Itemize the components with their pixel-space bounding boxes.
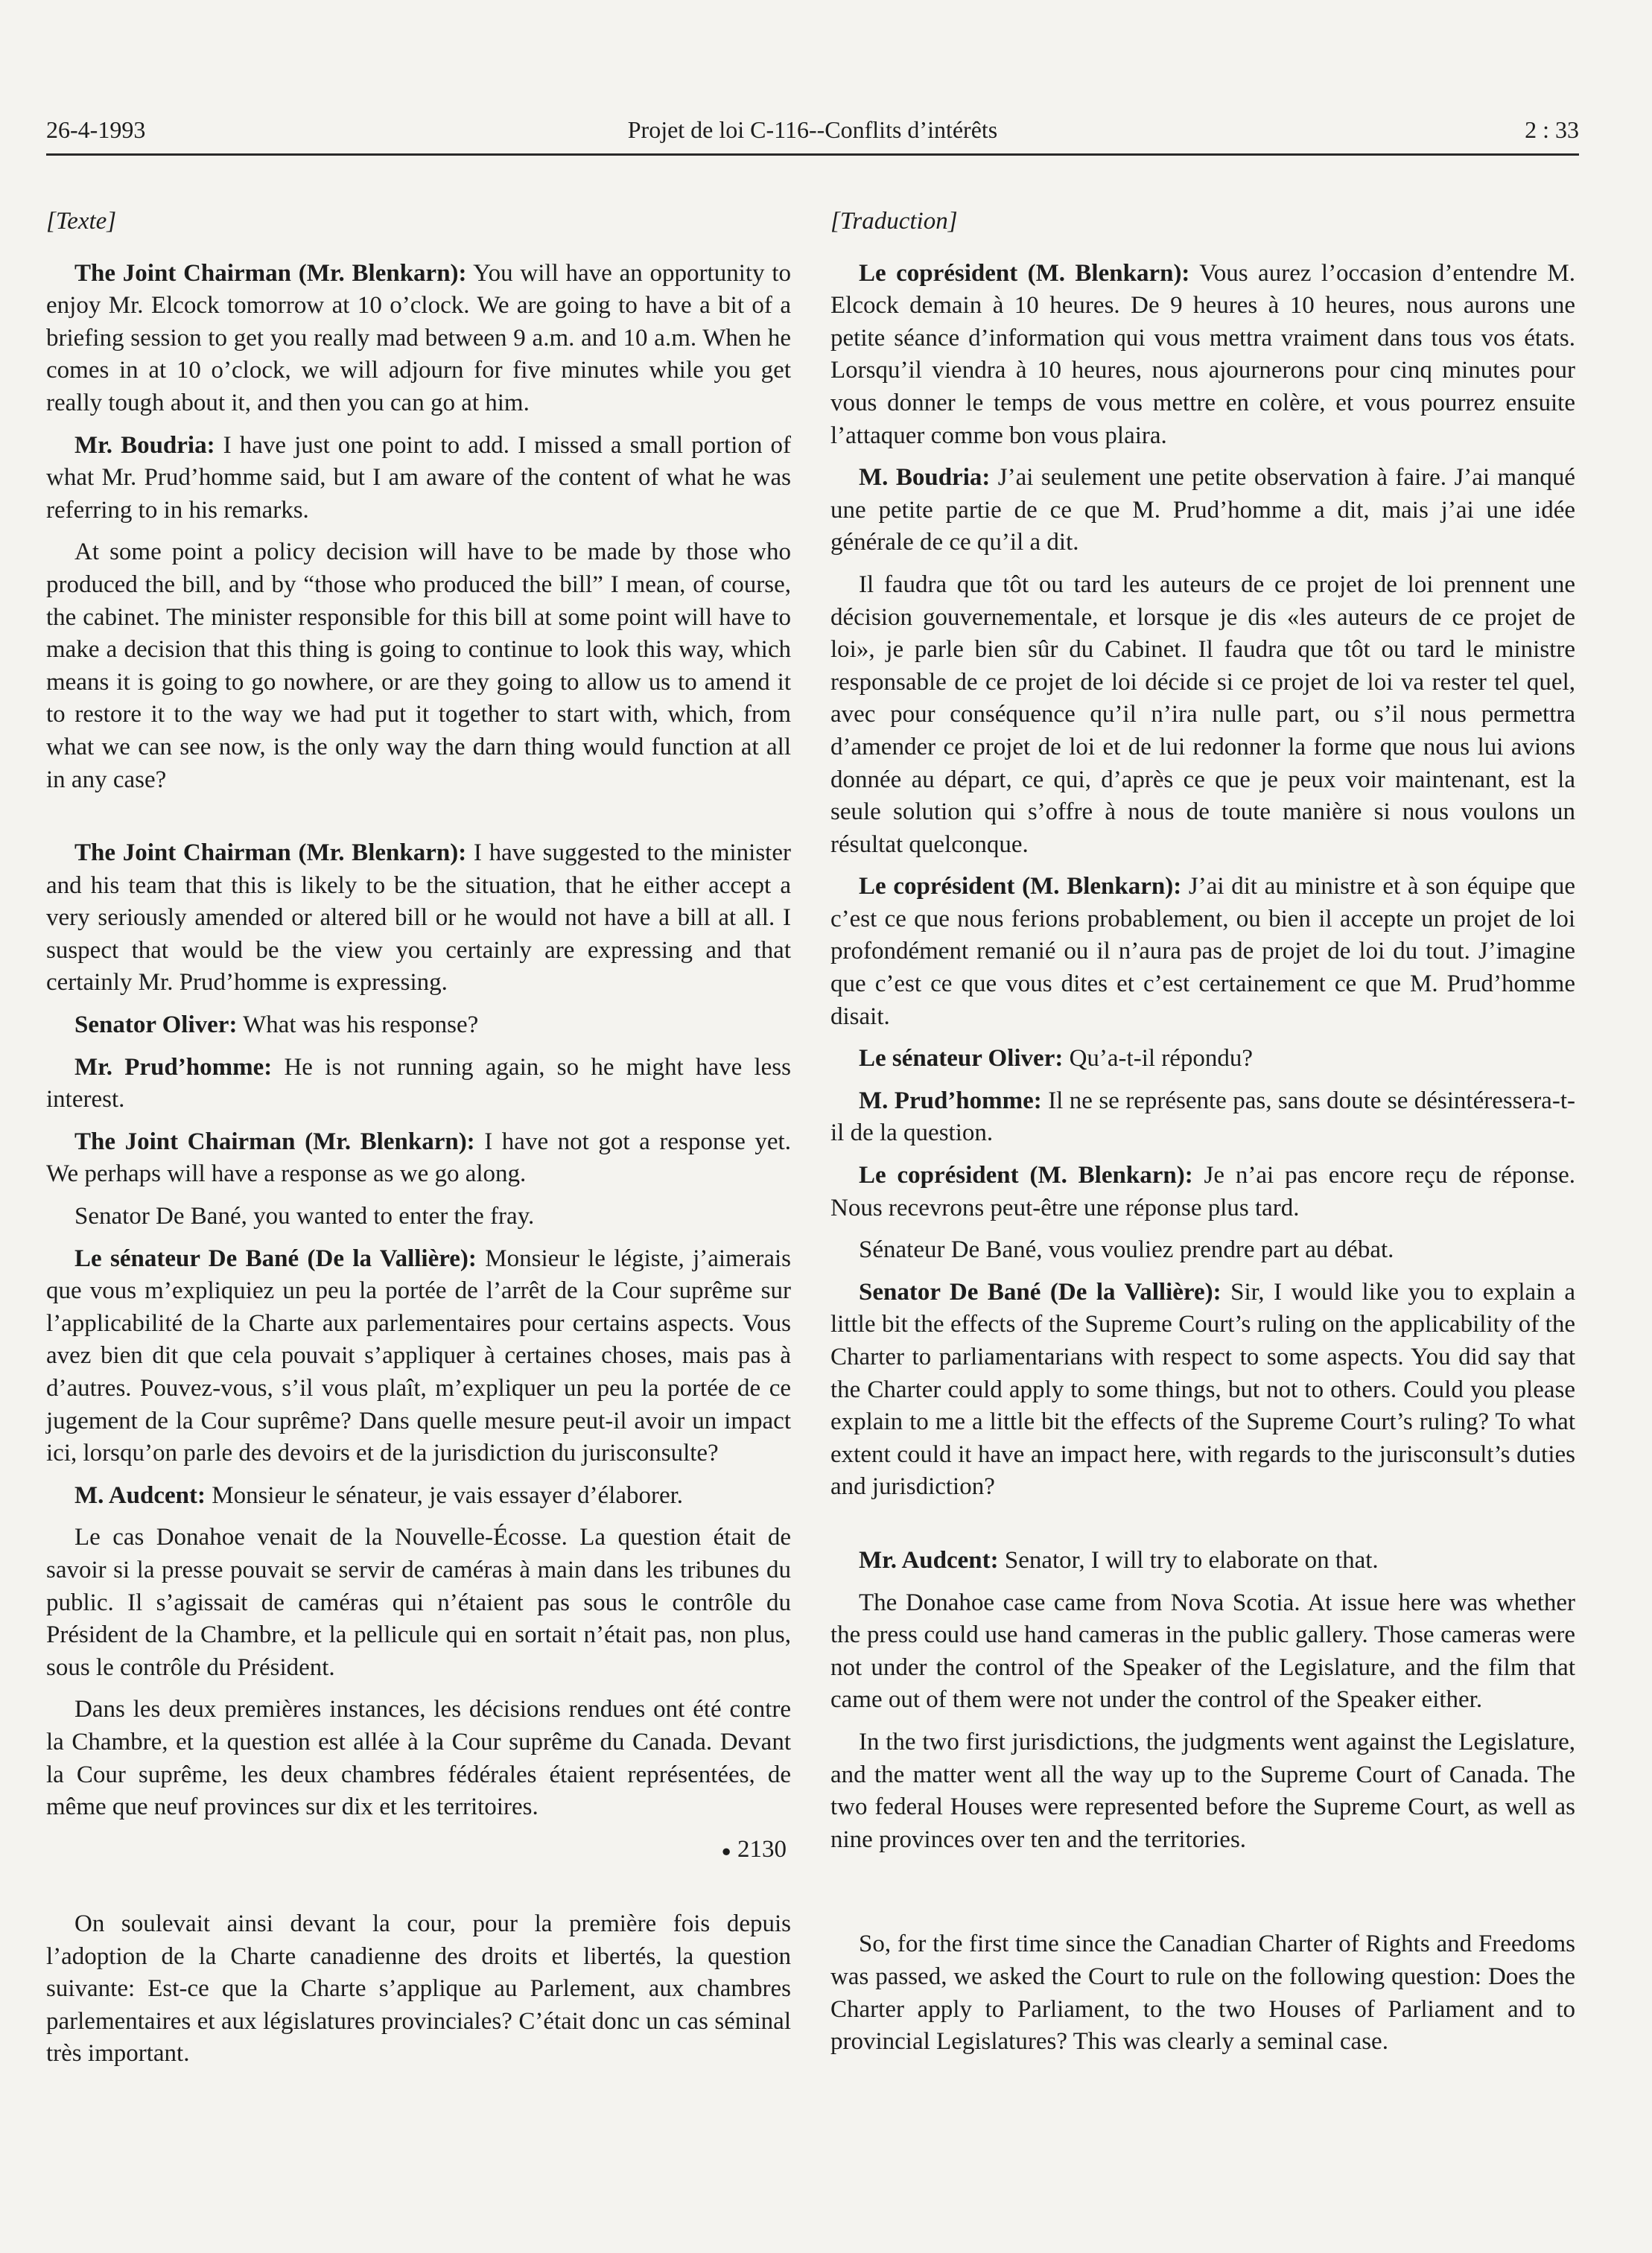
column-tag-texte: [Texte] [46, 208, 117, 235]
speech-text: I have suggested to the minister and his team that this is likely to be the situation, that he either accept a very seriously amended or altered bill or he would not have a bill at all. I suspect that would be the view you certainly are expressing and that certainly Mr. Prud’homme is expressing. [46, 839, 791, 997]
paragraph: In the two first jurisdictions, the judgments went against the Legislature, and the matter went all the way up to the Supreme Court of Canada. The two federal Houses were represented before the Supreme Court, as well as nine provinces over ten and the territories. [830, 1728, 1575, 1853]
page-header [46, 112, 1579, 156]
paragraph [46, 1009, 791, 1042]
paragraph [46, 1052, 791, 1116]
speaker-name: Le coprésident (M. Blenkarn): [859, 259, 1190, 287]
speaker-name: Mr. Boudria: [74, 431, 215, 459]
paragraph: Sénateur De Bané, vous vouliez prendre part au débat. [859, 1236, 1394, 1264]
paragraph [830, 1160, 1575, 1224]
paragraph [830, 1277, 1575, 1504]
speech-text: He is not running again, so he might have less interest. [46, 1053, 791, 1113]
paragraph: On soulevait ainsi devant la cour, pour la première fois depuis l’adoption de la Charte canadienne des droits et libertés, la question suivante: Est-ce que la Charte s’applique au Parlement, aux chambres parlementaires et aux législatures provinciales? C’était donc un cas séminal très important. [46, 1910, 791, 2068]
speech-text: Vous aurez l’occasion d’entendre M. Elcock demain à 10 heures. De 9 heures à 10 heures, nous aurons une petite séance d’information qui vous mettra vraiment dans tous vos états. Lorsqu’il viendra à 10 heures, nous ajournerons pour cinq minutes pour vous donner le temps de vous mettre en colère, et vous pourrez ensuite l’attaquer comme bon vous plaira. [830, 259, 1575, 449]
paragraph: Senator De Bané, you wanted to enter the fray. [74, 1203, 535, 1230]
speech-text: I have not got a response yet. We perhaps will have a response as we go along. [46, 1128, 791, 1188]
speaker-name: M. Prud’homme: [859, 1087, 1042, 1114]
paragraph [46, 1480, 791, 1513]
left-column-english [46, 195, 791, 2080]
paragraph [46, 1126, 791, 1191]
speech-text: Monsieur le sénateur, je vais essayer d’élaborer. [206, 1481, 684, 1509]
header-title: Projet de loi C-116--Conflits d’intérêts [627, 116, 998, 143]
speech-text: Senator, I will try to elaborate on that. [998, 1546, 1379, 1574]
speech-text: What was his response? [237, 1011, 479, 1039]
speech-text: Il ne se représente pas, sans doute se désintéressera-t-il de la question. [830, 1087, 1575, 1147]
header-date: 26-4-1993 [46, 116, 146, 143]
paragraph [830, 462, 1575, 559]
column-tag-traduction: [Traduction] [830, 208, 958, 235]
paragraph: Dans les deux premières instances, les décisions rendues ont été contre la Chambre, et la question est allée à la Cour suprême du Canada. Devant la Cour suprême, les deux chambres fédérales étaient représentées, de même que neuf provinces sur dix et les territoires. [46, 1696, 791, 1821]
speech-text: J’ai dit au ministre et à son équipe que c’est ce que nous ferions probablement, ou bien il accepte un projet de loi profondément remanié ou il n’aura pas de projet de loi du tout. J’imagine que c’est ce que vous dites et c’est certainement ce que M. Prud’homme disait. [830, 873, 1576, 1030]
speaker-name: Mr. Prud’homme: [74, 1053, 273, 1081]
paragraph: Le cas Donahoe venait de la Nouvelle-Écosse. La question était de savoir si la presse pouvait se servir de caméras à main dans les tribunes du public. Il s’agissait de caméras qui n’étaient pas sous le contrôle du Président de la Chambre, et la pellicule qui en sortait n’était pas, non plus, sous le contrôle du Président. [46, 1524, 791, 1681]
paragraph [830, 1043, 1575, 1075]
speaker-name: Le coprésident (M. Blenkarn): [859, 1162, 1193, 1189]
speech-text: Monsieur le légiste, j’aimerais que vous m’expliquiez un peu la portée de l’arrêt de la Cour suprême sur l’applicabilité de la Charte aux parlementaires pour certains aspects. Vous avez bien dit que cela pouvait s’appliquer à certaines choses, mais pas à d’autres. Pouvez-vous, s’il vous plaît, m’expliquer un peu la portée de ce jugement de la Cour suprême? Dans quelle mesure peut-il avoir un impact ici, lorsqu’on parle des devoirs et de la jurisdiction du jurisconsulte? [46, 1245, 792, 1467]
speaker-name: M. Boudria: [859, 464, 991, 492]
paragraph: The Donahoe case came from Nova Scotia. At issue here was whether the press could use hand cameras in the public gallery. Those cameras were not under the control of the Speaker of the Legislature, and the film that came out of them were not under the control of the Speaker either. [830, 1589, 1575, 1714]
speaker-name: M. Audcent: [74, 1481, 206, 1509]
speaker-name: Le coprésident (M. Blenkarn): [859, 873, 1182, 900]
paragraph [46, 430, 791, 527]
time-marker-label: 2130 [737, 1835, 787, 1863]
paragraph [830, 1545, 1575, 1577]
paragraph [830, 871, 1575, 1033]
speaker-name: The Joint Chairman (Mr. Blenkarn): [74, 839, 467, 867]
speech-text: You will have an opportunity to enjoy Mr. Elcock tomorrow at 10 o’clock. We are going to have a bit of a briefing session to get you really mad between 9 a.m. and 10 a.m. When he comes in at 10 o’clock, we will adjourn for five minutes while you get really tough about it, and then you can go at him. [46, 259, 791, 416]
speaker-name: Senator De Bané (De la Vallière): [859, 1278, 1221, 1306]
speaker-name: The Joint Chairman (Mr. Blenkarn): [74, 1128, 475, 1155]
header-page-number: 2 : 33 [1525, 116, 1579, 143]
speech-text: Qu’a-t-il répondu? [1063, 1045, 1254, 1073]
time-marker [46, 1834, 791, 1867]
speech-text: Je n’ai pas encore reçu de réponse. Nous recevrons peut-être une réponse plus tard. [830, 1162, 1575, 1221]
speech-text: J’ai seulement une petite observation à faire. J’ai manqué une petite partie de ce que M. Prud’homme a dit, mais j’ai une idée générale de ce qu’il a dit. [830, 464, 1576, 556]
paragraph [830, 258, 1575, 453]
speaker-name: Senator Oliver: [74, 1011, 238, 1039]
speech-text: Sir, I would like you to explain a little bit the effects of the Supreme Court’s ruling on the applicability of the Charter to parliamentarians with respect to some aspects. You did say that the Charter could apply to some things, but not to others. Could you please explain to me a little bit the effects of the Supreme Court’s ruling? To what extent could it have an impact here, with regards to the jurisconsult’s duties and jurisdiction? [830, 1278, 1576, 1501]
speech-text: I have just one point to add. I missed a small portion of what Mr. Prud’homme said, but I am aware of the content of what he was referring to in his remarks. [46, 431, 791, 524]
speaker-name: Mr. Audcent: [859, 1546, 999, 1574]
bullet-icon: ● [721, 1841, 731, 1860]
speaker-name: Le sénateur De Bané (De la Vallière): [74, 1245, 477, 1272]
speaker-name: The Joint Chairman (Mr. Blenkarn): [74, 259, 467, 287]
paragraph [46, 258, 791, 420]
paragraph: Il faudra que tôt ou tard les auteurs de ce projet de loi prennent une décision gouvernementale, et lorsque je dis «les auteurs de ce projet de loi», je parle bien sûr du Cabinet. Il faudra que tôt ou tard le ministre responsable de ce projet de loi décide si ce projet de loi va rester tel quel, avec pour conséquence qu’il n’ira nulle part, ou s’il nous permettra d’amender ce projet de loi et de lui redonner la forme que nous lui avions donnée au départ, ce qui, d’après ce que je peux voir maintenant, est la seule solution qui s’offre à nous de toute manière si nous voulons un résultat quelconque. [830, 571, 1575, 858]
paragraph: At some point a policy decision will have to be made by those who produced the bill, and by “those who produced the bill” I mean, of course, the cabinet. The minister responsible for this bill at some point will have to make a decision that this thing is going to continue to look this way, which means it is going to go nowhere, or are they going to allow us to amend it to restore it to the way we had put it together to start with, which, from what we can see now, is the only way the darn thing would function at all in any case? [46, 538, 791, 793]
speaker-name: Le sénateur Oliver: [859, 1045, 1064, 1073]
paragraph: So, for the first time since the Canadian Charter of Rights and Freedoms was passed, we asked the Court to rule on the following question: Does the Charter apply to Parliament, to the two Houses of Parliament and to provincial Legislatures? This was clearly a seminal case. [830, 1931, 1575, 2056]
paragraph [46, 1243, 791, 1470]
right-column-french [830, 195, 1575, 2068]
paragraph [46, 837, 791, 1000]
paragraph [830, 1085, 1575, 1150]
